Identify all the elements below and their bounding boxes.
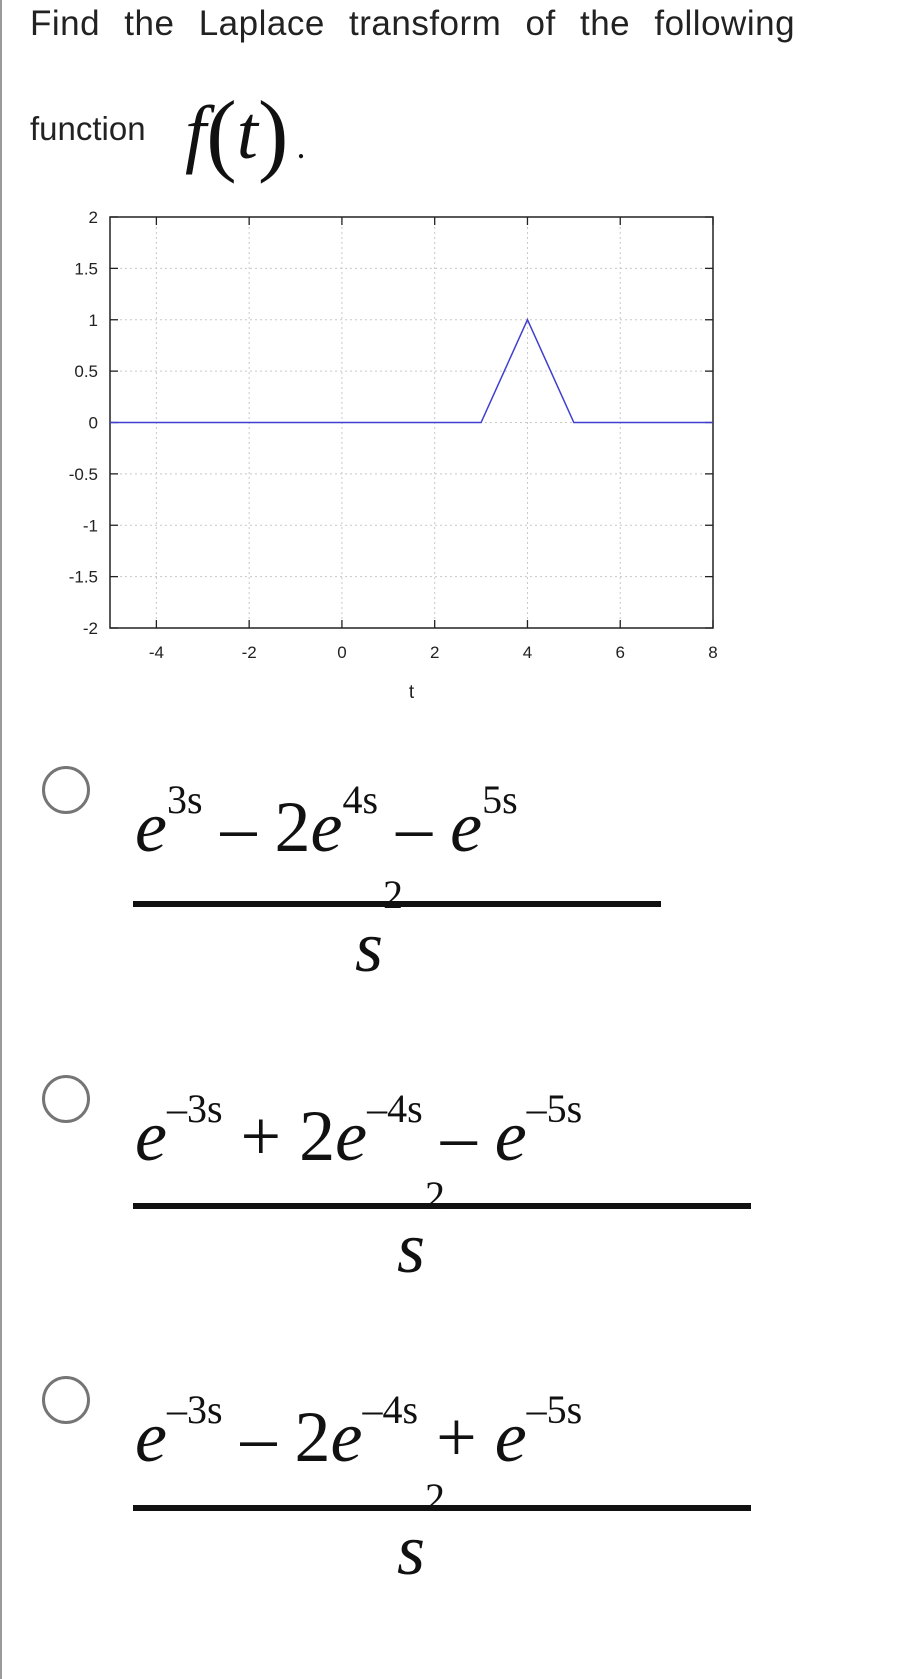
exp-base: e [335, 1096, 368, 1176]
operator: + [418, 1397, 495, 1477]
operator: – 2 [202, 787, 311, 867]
exp-base: e [135, 1397, 167, 1477]
exponent: –5s [526, 1086, 583, 1131]
x-axis-label: t [408, 682, 415, 703]
exp-base: e [310, 787, 343, 867]
exp-base: e [494, 1397, 527, 1477]
exponent: –3s [166, 1086, 223, 1131]
y-tick-label: -1 [82, 516, 98, 536]
denominator-exponent: 2 [383, 872, 404, 917]
exp-base: e [330, 1397, 363, 1477]
y-tick-label: 2 [88, 208, 98, 227]
exp-base: e [494, 1096, 527, 1176]
y-tick-label: -0.5 [68, 464, 98, 484]
numerator [135, 1086, 583, 1178]
exponent: –4s [362, 1387, 419, 1432]
denominator-base: s [397, 1510, 426, 1590]
denominator-base: s [355, 907, 384, 987]
numerator [135, 1387, 583, 1479]
denominator [397, 1475, 446, 1592]
y-tick-label: -1.5 [68, 567, 98, 587]
function-notation: f(t) . [185, 82, 306, 184]
function-variable: t [236, 91, 258, 175]
exp-base: e [135, 787, 167, 867]
operator: – [422, 1096, 495, 1176]
x-tick-label: 0 [337, 643, 347, 662]
radio-button[interactable] [42, 1075, 90, 1123]
denominator [397, 1173, 446, 1290]
x-tick-label: 4 [522, 643, 533, 662]
operator: – [378, 787, 451, 867]
y-tick-label: 0 [88, 413, 98, 433]
radio-button[interactable] [42, 766, 90, 814]
exp-base: e [135, 1096, 167, 1176]
exponent: 3s [166, 777, 203, 822]
signal-plot [0, 205, 923, 705]
denominator-base: s [397, 1208, 426, 1288]
y-tick-label: 1.5 [74, 259, 98, 279]
denominator-exponent: 2 [425, 1173, 446, 1218]
x-tick-label: -4 [148, 643, 164, 662]
denominator-exponent: 2 [425, 1475, 446, 1520]
y-tick-label: 1 [88, 310, 98, 330]
y-tick-label: -2 [82, 619, 98, 638]
question-text: Find the Laplace transform of the following [30, 4, 796, 43]
x-tick-label: 8 [708, 643, 718, 662]
exp-base: e [450, 787, 483, 867]
operator: – 2 [222, 1397, 331, 1477]
x-tick-label: 6 [615, 643, 625, 662]
function-name: f [185, 91, 207, 175]
exponent: 5s [482, 777, 518, 822]
exponent: –4s [367, 1086, 423, 1131]
x-tick-label: 2 [429, 643, 440, 662]
radio-button[interactable] [42, 1376, 90, 1424]
y-tick-label: 0.5 [74, 362, 98, 382]
exponent: –5s [526, 1387, 583, 1432]
x-tick-label: -2 [241, 643, 257, 662]
exponent: 4s [342, 777, 379, 822]
operator: + 2 [222, 1096, 336, 1176]
denominator [355, 872, 404, 989]
question-text-function: function [30, 110, 146, 147]
exponent: –3s [166, 1387, 223, 1432]
numerator [135, 777, 518, 869]
